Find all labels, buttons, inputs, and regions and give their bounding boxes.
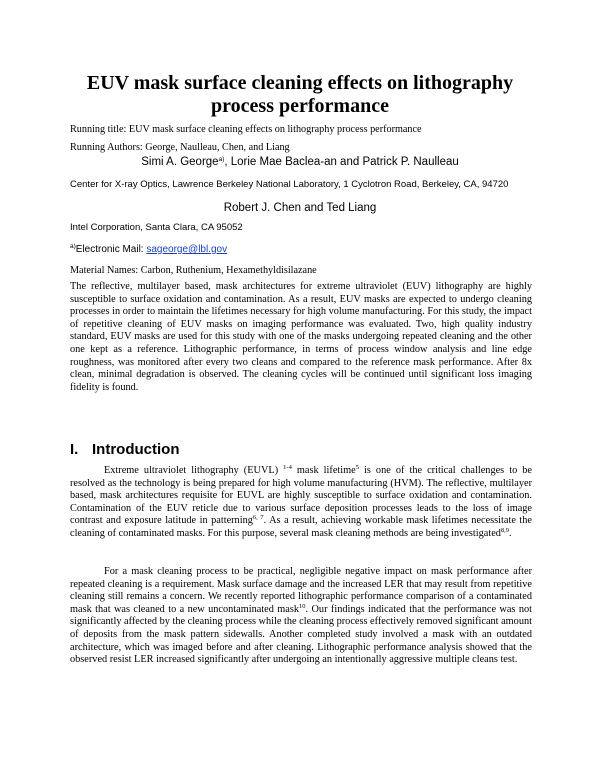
intro-p1-text: Extreme ultraviolet lithography (EUVL): [104, 465, 284, 476]
author-names-rest: , Lorie Mae Baclea-an and Patrick P. Naulleau: [224, 156, 459, 168]
running-authors: Running Authors: George, Naulleau, Chen, and Liang: [70, 142, 290, 153]
intro-paragraph-2: [70, 566, 532, 667]
section-title: Introduction: [92, 441, 180, 458]
corresponding-email: [70, 243, 227, 256]
citation-ref: 1-4: [283, 464, 292, 471]
intro-p1-text: is one of the critical challenges to be resolved as the technology is being prepared for high volume manufacturing (HVM). The reflective, multilayer based, mask architectures requisite for EUVL are highly susceptible to surface oxidation and contamination. Contamination of the EUV reticle due to various surface deposition processes leads to the loss of image contrast and exposure latitude in patterning: [70, 465, 532, 527]
author-footnote-marker: a): [218, 156, 225, 163]
intro-paragraph-1: [70, 465, 532, 541]
intro-p1-text: mask lifetime: [291, 465, 356, 476]
author-name-george: Simi A. George: [141, 156, 219, 168]
intro-p2-text: For a mask cleaning process to be practical, negligible negative impact on mask performance after repeated cleaning is a requirement. Mask surface damage and the increased LER that may result from repetitive cleaning still remains a concern. We recently reported lithographic performance comparison of a contaminated mask that was cleaned to a new uncontaminated mask: [70, 566, 532, 615]
intro-p1-text: . As a result, achieving workable mask lifetimes necessitate the cleaning of contaminated masks. For this purpose, several mask cleaning methods are being investigated: [70, 515, 533, 539]
section-number: I.: [70, 441, 79, 458]
intro-p2-text: . Our findings indicated that the performance was not significantly affected by the cleaning process while the cleaning process effectively removed significant amount of deposits from the mask pattern sidewalls. Another completed study involved a mask with an outdated architecture, which was imaged before and after cleaning. Lithographic performance analysis showed that the observed resist LER increased significantly after undergoing an intentionally aggressive multiple cleans test.: [70, 603, 532, 666]
paper-title: EUV mask surface cleaning effects on lithography process performance: [86, 72, 514, 117]
running-title: Running title: EUV mask surface cleaning effects on lithography process performance: [70, 124, 422, 135]
author-line-2: Robert J. Chen and Ted Liang: [223, 202, 377, 214]
affiliation-intel: Intel Corporation, Santa Clara, CA 95052: [70, 222, 243, 233]
email-link[interactable]: sageorge@lbl.gov: [146, 244, 228, 255]
email-footnote-marker: a): [70, 243, 76, 250]
citation-ref: 10: [299, 602, 306, 610]
section-heading: [70, 441, 179, 458]
citation-ref: 6, 7: [252, 514, 264, 522]
material-names: Material Names: Carbon, Ruthenium, Hexamethyldisilazane: [70, 265, 317, 276]
affiliation-lbnl: Center for X-ray Optics, Lawrence Berkeley National Laboratory, 1 Cyclotron Road, Berkeley, CA, 94720: [70, 179, 509, 190]
intro-p1-text: .: [509, 527, 512, 539]
citation-ref: 8,9: [500, 526, 510, 534]
abstract: The reflective, multilayer based, mask architectures for extreme ultraviolet (EUV) lithography are highly susceptible to surface oxidation and contamination. As a result, EUV masks are expected to undergo cleaning processes in order to maintain the lifetimes necessary for high volume manufacturing. For this study, the impact of repetitive cleaning of EUV masks on imaging performance was evaluated. Two, high quality industry standard, EUV masks are used for this study with one of the masks undergoing repeated cleaning and the other one kept as a reference. Lithographic performance, in terms of process window analysis and line edge roughness, was monitored after every two cleans and compared to the reference mask performance. After 8x clean, minimal degradation is observed. The cleaning cycles will be continued until significant loss imaging fidelity is found.: [70, 281, 532, 393]
author-line-1: [0, 156, 600, 168]
citation-ref: 5: [355, 464, 359, 471]
email-label: Electronic Mail:: [75, 244, 147, 255]
